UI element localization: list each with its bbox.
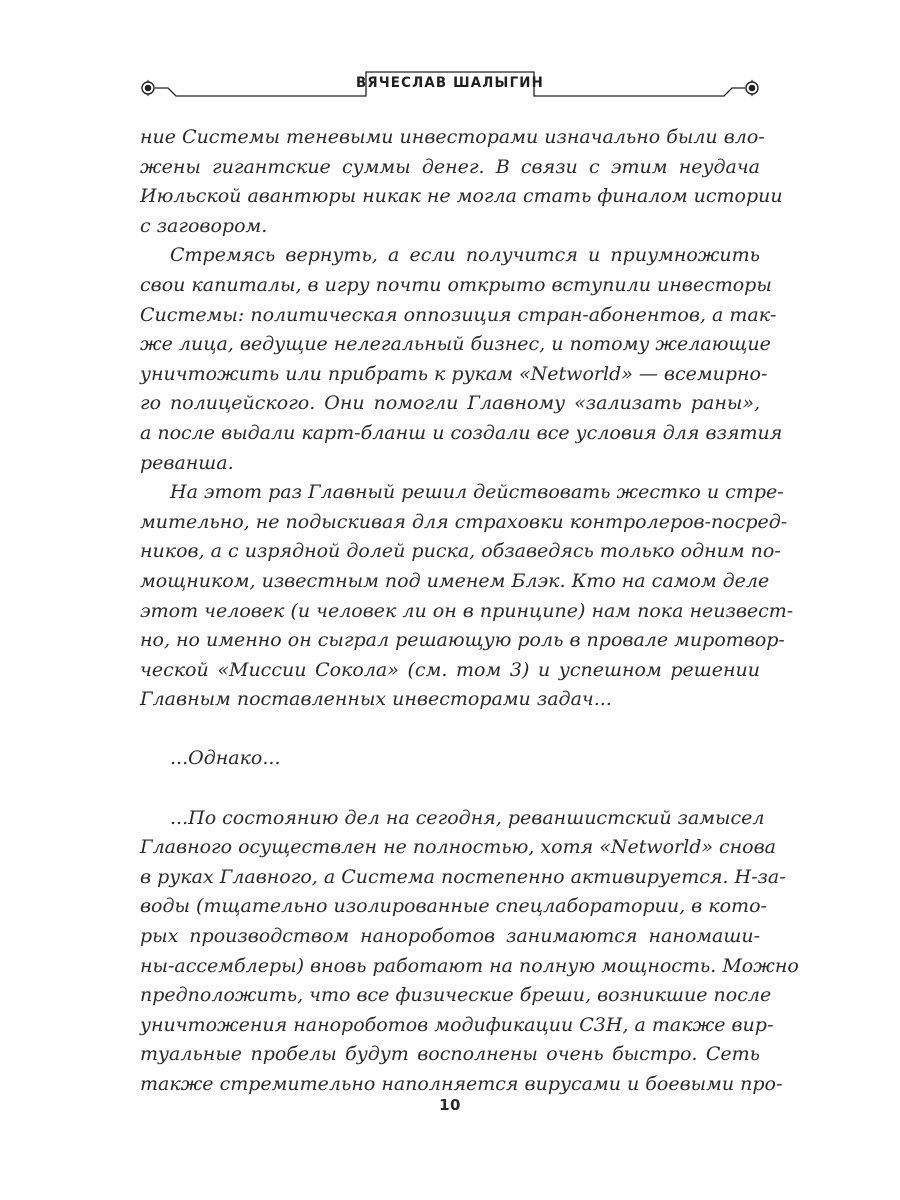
text-line: ческой «Миссии Сокола» (см. том 3) и успешном решении xyxy=(140,658,760,681)
text-line: жены гигантские суммы денег. В связи с этим неудача xyxy=(140,155,760,178)
paragraph-gap xyxy=(140,715,760,745)
text-line: ны-ассемблеры) вновь работают на полную мощность. Можно xyxy=(140,954,799,977)
text-line: уничтожения нанороботов модификации С3Н, а также вир- xyxy=(140,1013,774,1036)
text-line: Стремясь вернуть, а если получится и приумножить xyxy=(170,244,760,267)
text-line: же лица, ведущие нелегальный бизнес, и потому желающие xyxy=(140,333,771,356)
text-line: уничтожить или прибрать к рукам «Networld» — всемирно- xyxy=(140,362,768,385)
text-line: Главного осуществлен не полностью, хотя «Networld» снова xyxy=(140,836,776,859)
text-line: Июльской авантюры никак не могла стать финалом истории xyxy=(140,185,783,208)
left-ornament-icon xyxy=(142,80,154,97)
text-line: предположить, что все физические бреши, возникшие после xyxy=(140,984,772,1007)
running-header xyxy=(138,70,762,106)
text-line: реванша. xyxy=(140,451,234,474)
text-line: го полицейского. Они помогли Главному «зализать раны», xyxy=(140,392,760,415)
text-line: также стремительно наполняется вирусами и боевыми про- xyxy=(140,1073,783,1095)
text-line: ние Системы теневыми инвесторами изначально были вло- xyxy=(140,126,765,148)
text-line: а после выдали карт-бланш и создали все условия для взятия xyxy=(140,421,783,444)
text-line: мощником, известным под именем Блэк. Кто на самом деле xyxy=(140,569,770,592)
running-title: ВЯЧЕСЛАВ ШАЛЫГИН xyxy=(355,75,544,91)
text-line: Главным поставленных инвесторами задач... xyxy=(140,688,612,711)
text-line: Системы: политическая оппозиция стран-абонентов, а так- xyxy=(140,303,777,326)
text-line: ...По состоянию дел на сегодня, реваншистский замысел xyxy=(170,806,765,829)
body-text xyxy=(140,123,799,1100)
text-line: в руках Главного, а Система постепенно активируется. Н-за- xyxy=(140,865,786,888)
text-line: но, но именно он сыграл решающую роль в провале миротвор- xyxy=(140,629,785,652)
text-line: туальные пробелы будут восполнены очень быстро. Сеть xyxy=(140,1043,760,1066)
text-line: с заговором. xyxy=(140,214,268,237)
text-line: воды (тщательно изолированные спецлаборатории, в кото- xyxy=(140,895,767,918)
text-line: На этот раз Главный решил действовать жестко и стре- xyxy=(170,481,784,504)
text-line: свои капиталы, в игру почти открыто вступили инвесторы xyxy=(140,273,772,296)
right-ornament-icon xyxy=(746,80,758,97)
text-line: этот человек (и человек ли он в принципе) нам пока неизвест- xyxy=(140,599,794,622)
paragraph-gap xyxy=(140,774,760,804)
text-line: рых производством нанороботов занимаются наномаши- xyxy=(140,925,760,948)
page-number: 10 xyxy=(439,1096,461,1114)
text-line: ...Однако... xyxy=(170,747,281,770)
text-line: мительно, не подыскивая для страховки контролеров-посред- xyxy=(140,510,788,533)
text-line: ников, а с изрядной долей риска, обзаведясь только одним по- xyxy=(140,540,781,563)
